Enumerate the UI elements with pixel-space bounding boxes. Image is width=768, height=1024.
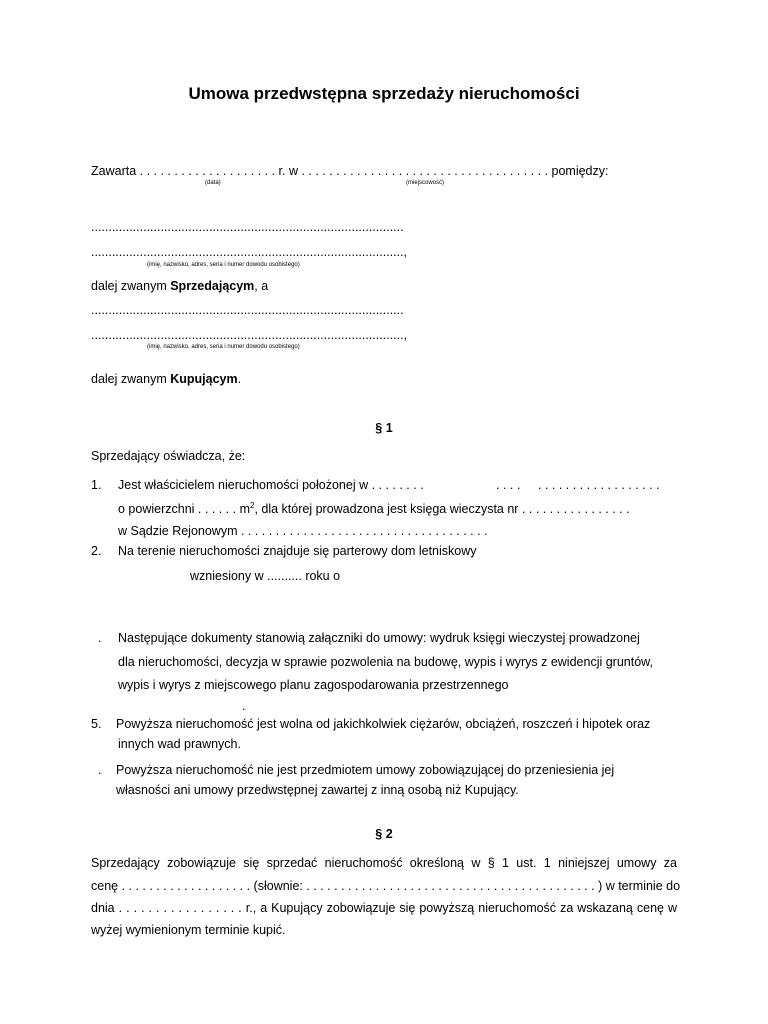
item-5-number: 5. [91, 717, 102, 731]
item-3-number: . [98, 631, 102, 645]
section-2-line-4: wyżej wymienionym terminie kupić. [91, 923, 286, 937]
item-1-line-1c: . . . . . . . . . . . . . . . . . . [538, 478, 660, 492]
seller-role: Sprzedającym [170, 279, 255, 293]
item-2-line-2: wzniesiony w .......... roku o [190, 569, 341, 583]
item-3-line-1: Następujące dokumenty stanowią załączniki do umowy: wydruk księgi wieczystej prowadzonej [118, 631, 640, 645]
section-2-line-2: cenę . . . . . . . . . . . . . . . . . . . (słownie: . . . . . . . . . . . . . . . . . . . . . . . . . . . . . . . . . . . . . . . . . . ) w terminie do [91, 879, 681, 893]
seller-line-2: .........................................................................................., [91, 245, 408, 259]
item-3-line-2: dla nieruchomości, decyzja w sprawie pozwolenia na budowę, wypis i wyrys z ewidencji gruntów, [118, 655, 653, 669]
date-note: (data) [205, 180, 221, 186]
buyer-role-line [91, 372, 241, 386]
item-5-line-2: innych wad prawnych. [118, 737, 241, 751]
item-3-line-3: wypis i wyrys z miejscowego planu zagospodarowania przestrzennego [118, 678, 509, 692]
seller-role-line [91, 279, 268, 293]
document-title: Umowa przedwstępna sprzedaży nieruchomości [188, 84, 580, 103]
item-2-line-1: Na terenie nieruchomości znajduje się parterowy dom letniskowy [118, 544, 477, 558]
item-5-line-1: Powyższa nieruchomość jest wolna od jakichkolwiek ciężarów, obciążeń, roszczeń i hipotek oraz [116, 717, 651, 731]
section-1-heading: § 1 [375, 421, 393, 435]
item-6-line-2: własności ani umowy przedwstępnej zawartej z inną osobą niż Kupujący. [116, 783, 519, 797]
section-2-line-3: dnia . . . . . . . . . . . . . . . . . r., a Kupujący zobowiązuje się powyższą nieruchomość za wskazaną cenę w [91, 901, 677, 915]
item-1-line-2 [118, 502, 630, 516]
section-1-intro: Sprzedający oświadcza, że: [91, 449, 246, 463]
section-2-line-1: Sprzedający zobowiązuje się sprzedać nieruchomość określoną w § 1 ust. 1 niniejszej umowy za [91, 856, 677, 870]
item-1-line-1a: Jest właścicielem nieruchomości położonej w . . . . . . . . [118, 478, 424, 492]
buyer-role: Kupującym [170, 372, 238, 386]
item-2-number: 2. [91, 544, 102, 558]
buyer-line-1: .......................................................................................... [91, 303, 404, 317]
item-1-line-1b: . . . . [496, 478, 521, 492]
section-2-heading: § 2 [375, 827, 393, 841]
item-1-area: o powierzchni . . . . . . m [118, 502, 250, 516]
seller-suffix: , a [254, 279, 269, 293]
item-6-line-1: Powyższa nieruchomość nie jest przedmiotem umowy zobowiązującej do przeniesienia jej [116, 763, 615, 777]
buyer-suffix: . [237, 372, 242, 386]
item-1-land-register: , dla której prowadzona jest księga wieczysta nr . . . . . . . . . . . . . . . . [254, 502, 630, 516]
item-1-line-3: w Sądzie Rejonowym . . . . . . . . . . . . . . . . . . . . . . . . . . . . . . . . . . . . [118, 524, 488, 538]
item-1-area-unit-exponent: 2 [250, 500, 255, 510]
seller-line-1: .......................................................................................... [91, 220, 404, 234]
item-6-number: . [98, 763, 102, 777]
place-note: (miejscowość) [406, 180, 445, 186]
contract-date-place-line: Zawarta . . . . . . . . . . . . . . . . . . . . r. w . . . . . . . . . . . . . . . . . . . . . . . . . . . . . . . . . . . . pomiędzy: [91, 164, 609, 178]
item-3-line-4: . [242, 699, 246, 713]
buyer-intro: dalej zwanym [91, 372, 167, 386]
buyer-line-2: .........................................................................................., [91, 328, 408, 342]
seller-note: (imię, nazwisko, adres, seria i numer dowodu osobistego) [147, 262, 300, 268]
buyer-note: (imię, nazwisko, adres, seria i numer dowodu osobistego) [147, 344, 300, 350]
seller-intro: dalej zwanym [91, 279, 167, 293]
item-1-number: 1. [91, 478, 102, 492]
